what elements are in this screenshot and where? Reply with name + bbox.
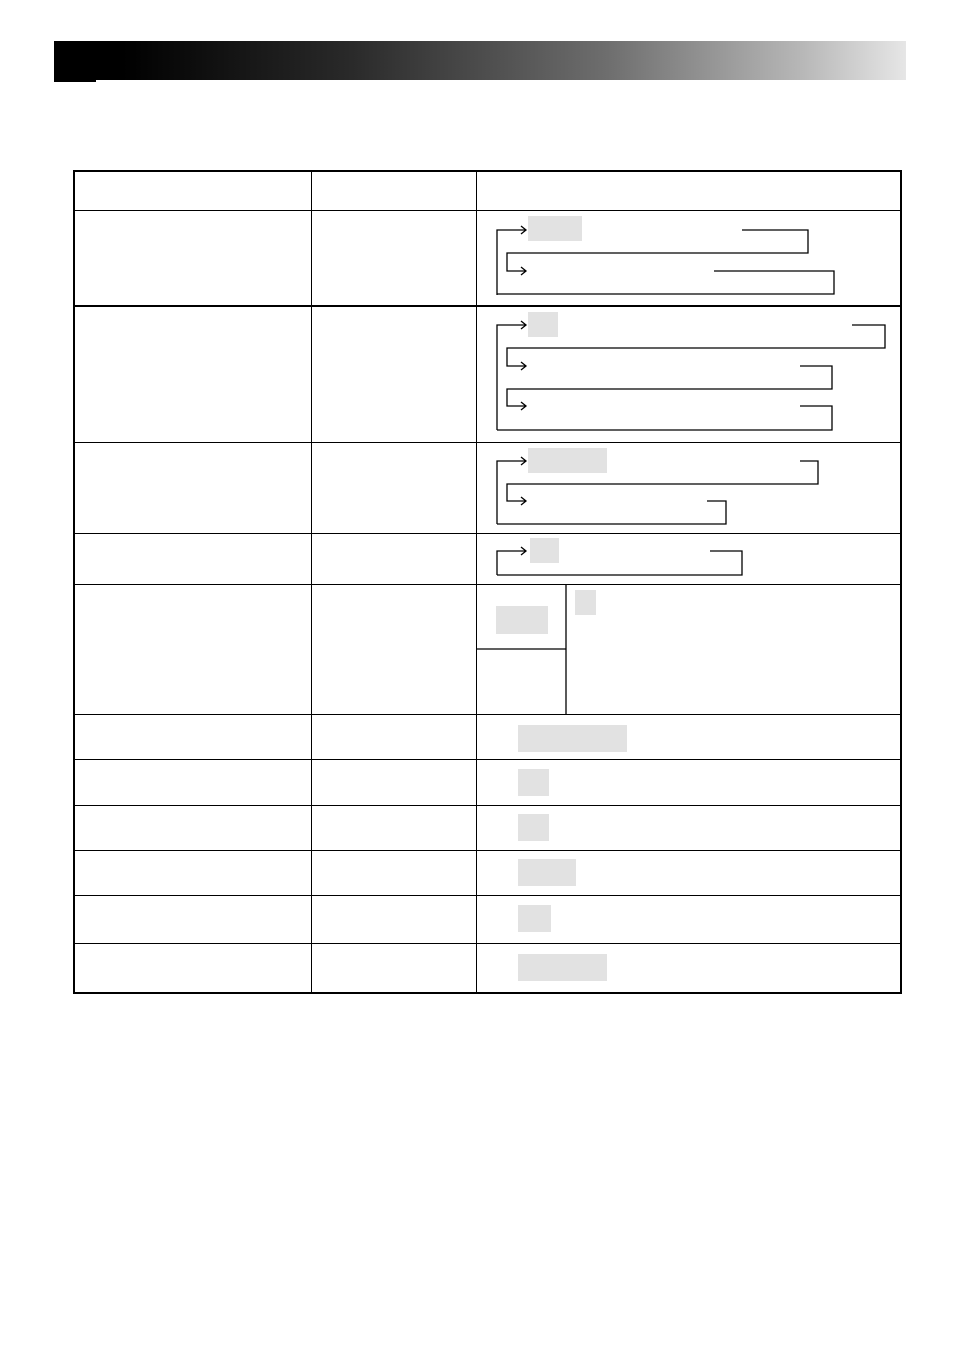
row-7-value-chip [518,769,549,796]
row-11-value-chip [518,954,607,981]
row-6-value-chip [518,725,627,752]
row-10-value-chip [518,905,551,932]
row-9-value-chip [518,859,576,886]
row-5-option-chip [575,590,596,615]
row-5-mode-chip [496,606,548,634]
row-8-value-chip [518,814,549,841]
